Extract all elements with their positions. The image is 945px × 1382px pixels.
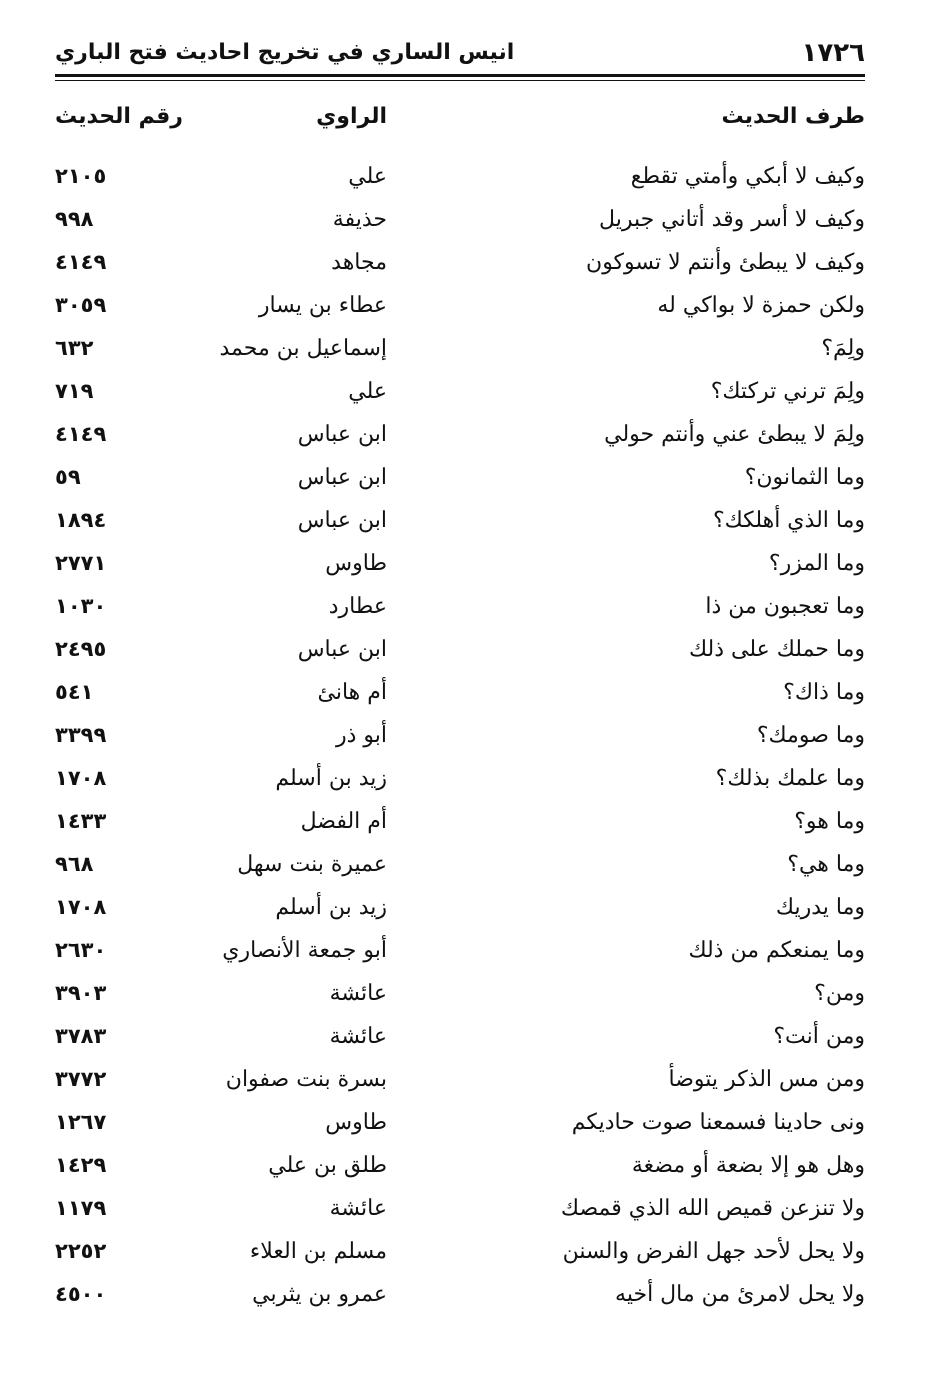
narrator-name: أم هانئ <box>317 680 387 705</box>
narrator-name: أبو جمعة الأنصاري <box>222 938 387 963</box>
table-row <box>55 1018 865 1061</box>
hadith-number: ٩٩٨ <box>55 207 94 231</box>
narrator-name: إسماعيل بن محمد <box>219 336 387 361</box>
hadith-text: ولا يحل لامرئ من مال أخيه <box>615 1282 865 1307</box>
table-row <box>55 373 865 416</box>
table-row <box>55 201 865 244</box>
table-row <box>55 1104 865 1147</box>
hadith-number: ٢٧٧١ <box>55 551 107 575</box>
table-row <box>55 502 865 545</box>
hadith-number: ٧١٩ <box>55 379 94 403</box>
narrator-name: بسرة بنت صفوان <box>225 1067 387 1092</box>
hadith-text: وكيف لا يبطئ وأنتم لا تسوكون <box>586 250 865 275</box>
hadith-text: وما يدريك <box>775 895 865 920</box>
narrator-name: عطاء بن يسار <box>258 293 387 318</box>
narrator-name: عميرة بنت سهل <box>237 852 387 877</box>
hadith-number: ١٧٠٨ <box>55 895 107 919</box>
hadith-text: وما صومك؟ <box>756 723 865 748</box>
hadith-text: ونى حادينا فسمعنا صوت حاديكم <box>571 1110 865 1135</box>
table-row <box>55 287 865 330</box>
narrator-name: ابن عباس <box>297 422 387 447</box>
hadith-number: ٢٢٥٢ <box>55 1239 107 1263</box>
hadith-number: ٦٣٢ <box>55 336 94 360</box>
table-row <box>55 459 865 502</box>
hadith-text: ولا يحل لأحد جهل الفرض والسنن <box>562 1239 865 1264</box>
hadith-number: ١٨٩٤ <box>55 508 107 532</box>
narrator-name: عائشة <box>329 981 387 1006</box>
column-header-narrator: الراوي <box>316 104 387 129</box>
hadith-number: ٤١٤٩ <box>55 422 107 446</box>
narrator-name: زيد بن أسلم <box>275 895 387 920</box>
hadith-number: ٣٩٠٣ <box>55 981 107 1005</box>
hadith-text: ولِمَ ترني تركتك؟ <box>710 379 865 404</box>
hadith-text: وكيف لا أسر وقد أتاني جبريل <box>599 207 865 232</box>
table-row <box>55 244 865 287</box>
hadith-number: ١٤٢٩ <box>55 1153 107 1177</box>
narrator-name: علي <box>348 164 387 189</box>
hadith-text: وما ذاك؟ <box>783 680 865 705</box>
hadith-number: ٣٣٩٩ <box>55 723 107 747</box>
hadith-number: ١٧٠٨ <box>55 766 107 790</box>
narrator-name: عطارد <box>328 594 387 619</box>
hadith-text: ومن؟ <box>814 981 865 1006</box>
hadith-number: ١٤٣٣ <box>55 809 107 833</box>
narrator-name: مجاهد <box>331 250 387 275</box>
table-row <box>55 846 865 889</box>
hadith-text: ولِمَ لا يبطئ عني وأنتم حولي <box>604 422 865 447</box>
narrator-name: حذيفة <box>332 207 387 232</box>
header-rule-thin <box>55 80 865 81</box>
table-row <box>55 588 865 631</box>
hadith-text: وما تعجبون من ذا <box>705 594 865 619</box>
narrator-name: عائشة <box>329 1196 387 1221</box>
narrator-name: أبو ذر <box>335 723 387 748</box>
hadith-text: ومن أنت؟ <box>773 1024 865 1049</box>
hadith-text: وما حملك على ذلك <box>688 637 865 662</box>
table-row <box>55 717 865 760</box>
hadith-number: ٣٧٨٣ <box>55 1024 107 1048</box>
table-row <box>55 158 865 201</box>
hadith-text: وهل هو إلا بضعة أو مضغة <box>631 1153 865 1178</box>
narrator-name: ابن عباس <box>297 465 387 490</box>
hadith-text: وما هي؟ <box>787 852 865 877</box>
hadith-number: ٥٩ <box>55 465 81 489</box>
table-row <box>55 889 865 932</box>
narrator-name: طاوس <box>325 1110 387 1135</box>
hadith-text: وما الذي أهلكك؟ <box>712 508 865 533</box>
hadith-number: ١٠٣٠ <box>55 594 107 618</box>
table-row <box>55 330 865 373</box>
table-row <box>55 416 865 459</box>
table-row <box>55 545 865 588</box>
table-row <box>55 803 865 846</box>
hadith-text: وما الثمانون؟ <box>744 465 865 490</box>
column-header-hadith: طرف الحديث <box>721 104 865 129</box>
table-row <box>55 1276 865 1319</box>
hadith-text: ولا تنزعن قميص الله الذي قمصك <box>560 1196 865 1221</box>
hadith-text: ولِمَ؟ <box>821 336 865 361</box>
narrator-name: علي <box>348 379 387 404</box>
column-header-number: رقم الحديث <box>55 104 183 129</box>
header-rule-thick <box>55 74 865 77</box>
narrator-name: عمرو بن يثربي <box>252 1282 387 1307</box>
hadith-text: ومن مس الذكر يتوضأ <box>668 1067 865 1092</box>
hadith-number: ٤١٤٩ <box>55 250 107 274</box>
narrator-name: عائشة <box>329 1024 387 1049</box>
table-row <box>55 760 865 803</box>
narrator-name: طاوس <box>325 551 387 576</box>
hadith-text: ولكن حمزة لا بواكي له <box>657 293 865 318</box>
hadith-text: وما هو؟ <box>794 809 865 834</box>
hadith-number: ١١٧٩ <box>55 1196 107 1220</box>
table-row <box>55 631 865 674</box>
hadith-index-table <box>55 158 865 1319</box>
table-row <box>55 1147 865 1190</box>
hadith-text: وكيف لا أبكي وأمتي تقطع <box>630 164 865 189</box>
narrator-name: ابن عباس <box>297 637 387 662</box>
narrator-name: أم الفضل <box>300 809 387 834</box>
table-row <box>55 932 865 975</box>
hadith-number: ٢١٠٥ <box>55 164 107 188</box>
table-row <box>55 674 865 717</box>
book-title: انيس الساري في تخريج احاديث فتح الباري <box>55 40 515 65</box>
running-header <box>55 34 865 74</box>
hadith-number: ٣٠٥٩ <box>55 293 107 317</box>
hadith-number: ٢٤٩٥ <box>55 637 107 661</box>
narrator-name: زيد بن أسلم <box>275 766 387 791</box>
hadith-number: ٣٧٧٢ <box>55 1067 107 1091</box>
narrator-name: مسلم بن العلاء <box>249 1239 387 1264</box>
hadith-number: ١٢٦٧ <box>55 1110 107 1134</box>
hadith-text: وما علمك بذلك؟ <box>715 766 865 791</box>
table-row <box>55 1190 865 1233</box>
table-row <box>55 975 865 1018</box>
hadith-number: ٥٤١ <box>55 680 94 704</box>
narrator-name: طلق بن علي <box>268 1153 387 1178</box>
table-row <box>55 1061 865 1104</box>
hadith-text: وما المزر؟ <box>768 551 865 576</box>
hadith-number: ٩٦٨ <box>55 852 94 876</box>
hadith-text: وما يمنعكم من ذلك <box>688 938 865 963</box>
hadith-number: ٤٥٠٠ <box>55 1282 107 1306</box>
narrator-name: ابن عباس <box>297 508 387 533</box>
page-number: ١٧٢٦ <box>801 38 865 68</box>
hadith-number: ٢٦٣٠ <box>55 938 107 962</box>
table-row <box>55 1233 865 1276</box>
